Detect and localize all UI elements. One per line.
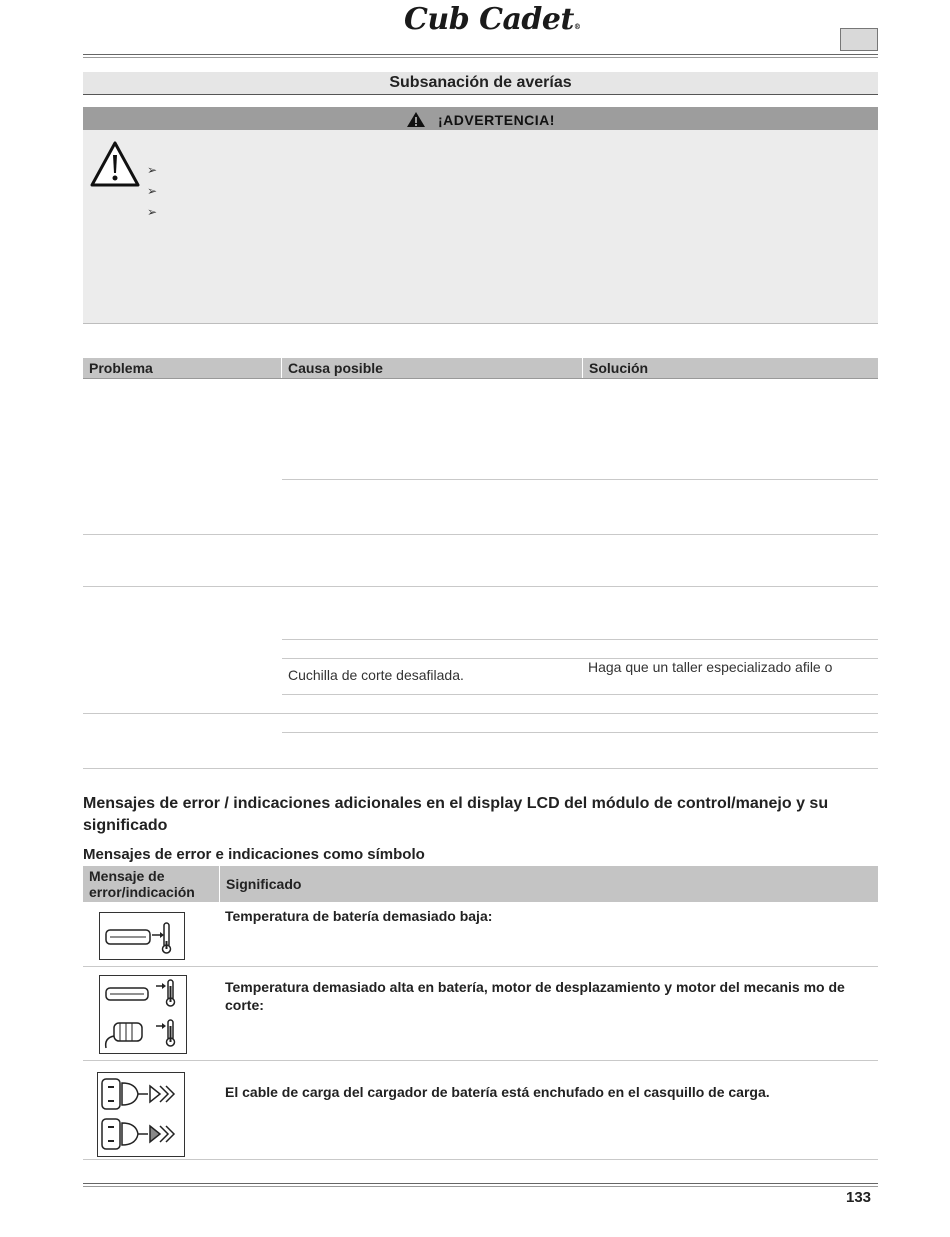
error-section-heading: Mensajes de error / indicaciones adicionales en el display LCD del módulo de control/manejo y su significado [83, 795, 829, 834]
column-header-cause: Causa posible [282, 358, 583, 378]
table-row-divider [83, 1159, 878, 1160]
brand-logo: Cub Cadet® [404, 2, 581, 37]
header-rule [83, 54, 878, 55]
table-row-divider [83, 1060, 878, 1061]
battery-motor-high-temperature-icon [99, 975, 187, 1054]
warning-triangle-icon [89, 140, 141, 188]
footer-rule [83, 1183, 878, 1184]
warning-bullet: ➢ [147, 163, 158, 177]
page-number: 133 [846, 1189, 872, 1206]
warning-label: ¡ADVERTENCIA! [438, 112, 555, 128]
table-row-divider [282, 479, 878, 480]
error-meaning-text: Temperatura de batería demasiado baja: [225, 908, 493, 924]
section-title: Subsanación de averías [83, 72, 878, 95]
warning-content-box [83, 130, 878, 324]
battery-low-temperature-icon [99, 912, 185, 960]
cause-cell: Cuchilla de corte desafilada. [288, 667, 464, 683]
column-header-problem: Problema [83, 358, 282, 378]
table-header-rule [83, 378, 878, 379]
solution-cell: Haga que un taller especializado afile o [588, 659, 833, 675]
error-meaning-text: El cable de carga del cargador de batería está enchufado en el casquillo de carga. [225, 1084, 770, 1100]
column-header-message: Mensaje de error/indicación [83, 866, 220, 902]
error-symbol-table [83, 866, 878, 902]
table-row-divider [83, 768, 878, 769]
footer-rule-secondary [83, 1186, 878, 1187]
warning-bullet: ➢ [147, 205, 158, 219]
error-meaning-text: Temperatura demasiado alta en batería, motor de desplazamiento y motor del mecanis mo de corte: [225, 979, 845, 1013]
header-rule-secondary [83, 57, 878, 58]
table-row-divider [282, 639, 878, 640]
table-row-divider [282, 732, 878, 733]
table-row-divider [83, 534, 878, 535]
language-tab-box [840, 28, 878, 51]
warning-small-icon [406, 111, 426, 128]
table-row-divider [83, 966, 878, 967]
warning-bullet: ➢ [147, 184, 158, 198]
table-row-divider [83, 713, 878, 714]
column-header-meaning: Significado [220, 866, 879, 902]
column-header-solution: Solución [583, 358, 879, 378]
troubleshooting-table [83, 358, 878, 378]
table-row-divider [282, 694, 878, 695]
table-row-divider [83, 586, 878, 587]
error-section-subheading: Mensajes de error e indicaciones como símbolo [83, 846, 425, 863]
warning-banner [83, 107, 878, 130]
charging-plug-icon [97, 1072, 185, 1157]
